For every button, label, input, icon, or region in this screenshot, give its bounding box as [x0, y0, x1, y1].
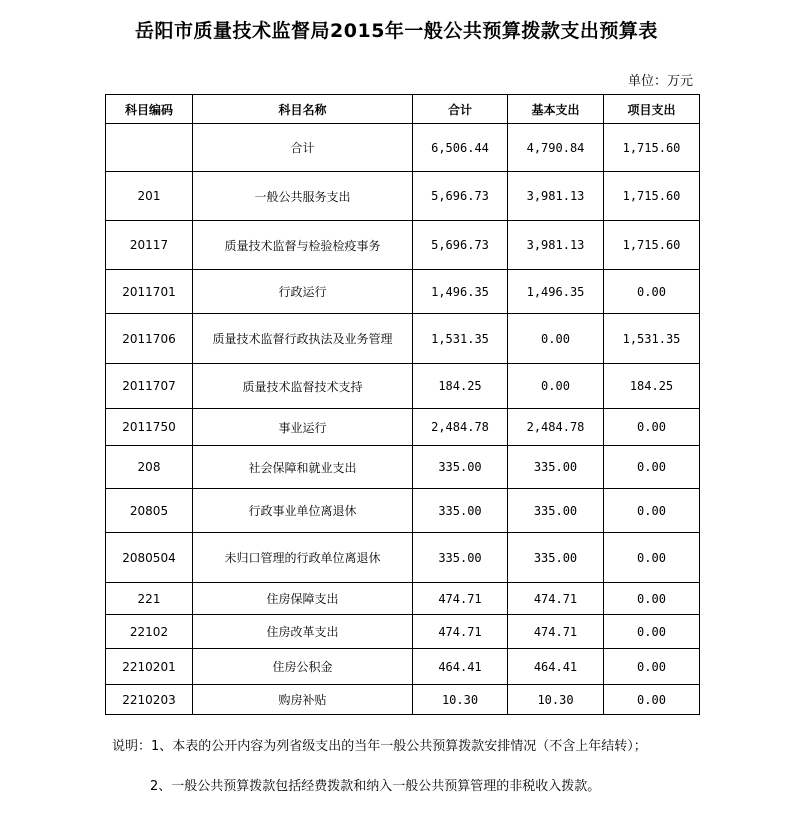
cell-basic: 0.00	[508, 364, 604, 409]
cell-name: 住房保障支出	[193, 583, 413, 615]
header-code: 科目编码	[106, 95, 193, 124]
table-header-row	[106, 95, 700, 124]
cell-code: 2210203	[106, 685, 193, 715]
table-row	[106, 685, 700, 715]
cell-code: 2011750	[106, 409, 193, 446]
cell-name: 事业运行	[193, 409, 413, 446]
table-row	[106, 446, 700, 489]
cell-project: 1,715.60	[604, 172, 700, 221]
cell-basic: 3,981.13	[508, 221, 604, 270]
header-basic: 基本支出	[508, 95, 604, 124]
cell-total: 1,496.35	[413, 270, 508, 314]
cell-basic: 335.00	[508, 446, 604, 489]
cell-total: 335.00	[413, 489, 508, 533]
cell-project: 0.00	[604, 615, 700, 649]
table-row	[106, 270, 700, 314]
cell-basic: 3,981.13	[508, 172, 604, 221]
cell-name: 社会保障和就业支出	[193, 446, 413, 489]
cell-total: 2,484.78	[413, 409, 508, 446]
cell-total: 184.25	[413, 364, 508, 409]
unit-label: 单位：万元	[627, 74, 693, 89]
cell-name: 质量技术监督技术支持	[193, 364, 413, 409]
page-title: 岳阳市质量技术监督局2015年一般公共预算拨款支出预算表	[135, 20, 658, 42]
cell-name: 合计	[193, 124, 413, 172]
table-row	[106, 314, 700, 364]
cell-total: 10.30	[413, 685, 508, 715]
cell-total: 335.00	[413, 533, 508, 583]
cell-project: 0.00	[604, 270, 700, 314]
cell-project: 0.00	[604, 685, 700, 715]
cell-project: 0.00	[604, 533, 700, 583]
cell-project: 0.00	[604, 583, 700, 615]
cell-code: 2011706	[106, 314, 193, 364]
cell-basic: 474.71	[508, 615, 604, 649]
table-row	[106, 583, 700, 615]
cell-basic: 1,496.35	[508, 270, 604, 314]
budget-table	[105, 94, 700, 715]
table-row	[106, 489, 700, 533]
cell-basic: 464.41	[508, 649, 604, 685]
table-row	[106, 615, 700, 649]
cell-project: 184.25	[604, 364, 700, 409]
cell-code: 208	[106, 446, 193, 489]
cell-code: 20805	[106, 489, 193, 533]
cell-name: 行政运行	[193, 270, 413, 314]
cell-code: 2011707	[106, 364, 193, 409]
cell-project: 1,715.60	[604, 124, 700, 172]
cell-code: 20117	[106, 221, 193, 270]
cell-name: 质量技术监督行政执法及业务管理	[193, 314, 413, 364]
cell-name: 未归口管理的行政单位离退休	[193, 533, 413, 583]
header-total: 合计	[413, 95, 508, 124]
cell-code: 201	[106, 172, 193, 221]
cell-name: 购房补贴	[193, 685, 413, 715]
cell-basic: 0.00	[508, 314, 604, 364]
cell-total: 335.00	[413, 446, 508, 489]
cell-total: 474.71	[413, 615, 508, 649]
cell-code: 2080504	[106, 533, 193, 583]
cell-total: 474.71	[413, 583, 508, 615]
cell-name: 住房改革支出	[193, 615, 413, 649]
cell-basic: 10.30	[508, 685, 604, 715]
cell-code: 2210201	[106, 649, 193, 685]
cell-total: 1,531.35	[413, 314, 508, 364]
table-row	[106, 172, 700, 221]
cell-code	[106, 124, 193, 172]
header-name: 科目名称	[193, 95, 413, 124]
cell-project: 0.00	[604, 649, 700, 685]
table-row	[106, 124, 700, 172]
header-project: 项目支出	[604, 95, 700, 124]
cell-basic: 4,790.84	[508, 124, 604, 172]
table-row	[106, 649, 700, 685]
cell-total: 5,696.73	[413, 221, 508, 270]
cell-name: 质量技术监督与检验检疫事务	[193, 221, 413, 270]
cell-name: 行政事业单位离退休	[193, 489, 413, 533]
cell-basic: 335.00	[508, 489, 604, 533]
table-row	[106, 409, 700, 446]
table-row	[106, 364, 700, 409]
cell-code: 221	[106, 583, 193, 615]
cell-project: 1,715.60	[604, 221, 700, 270]
cell-basic: 474.71	[508, 583, 604, 615]
cell-project: 1,531.35	[604, 314, 700, 364]
cell-basic: 2,484.78	[508, 409, 604, 446]
note-line-2: 2、一般公共预算拨款包括经费拨款和纳入一般公共预算管理的非税收入拨款。	[150, 779, 601, 794]
cell-code: 2011701	[106, 270, 193, 314]
cell-name: 住房公积金	[193, 649, 413, 685]
cell-basic: 335.00	[508, 533, 604, 583]
cell-total: 464.41	[413, 649, 508, 685]
cell-project: 0.00	[604, 446, 700, 489]
cell-total: 5,696.73	[413, 172, 508, 221]
cell-code: 22102	[106, 615, 193, 649]
table-row	[106, 533, 700, 583]
cell-project: 0.00	[604, 409, 700, 446]
table-row	[106, 221, 700, 270]
cell-project: 0.00	[604, 489, 700, 533]
cell-total: 6,506.44	[413, 124, 508, 172]
note-line-1: 说明：1、本表的公开内容为列省级支出的当年一般公共预算拨款安排情况（不含上年结转）；	[112, 739, 647, 754]
cell-name: 一般公共服务支出	[193, 172, 413, 221]
